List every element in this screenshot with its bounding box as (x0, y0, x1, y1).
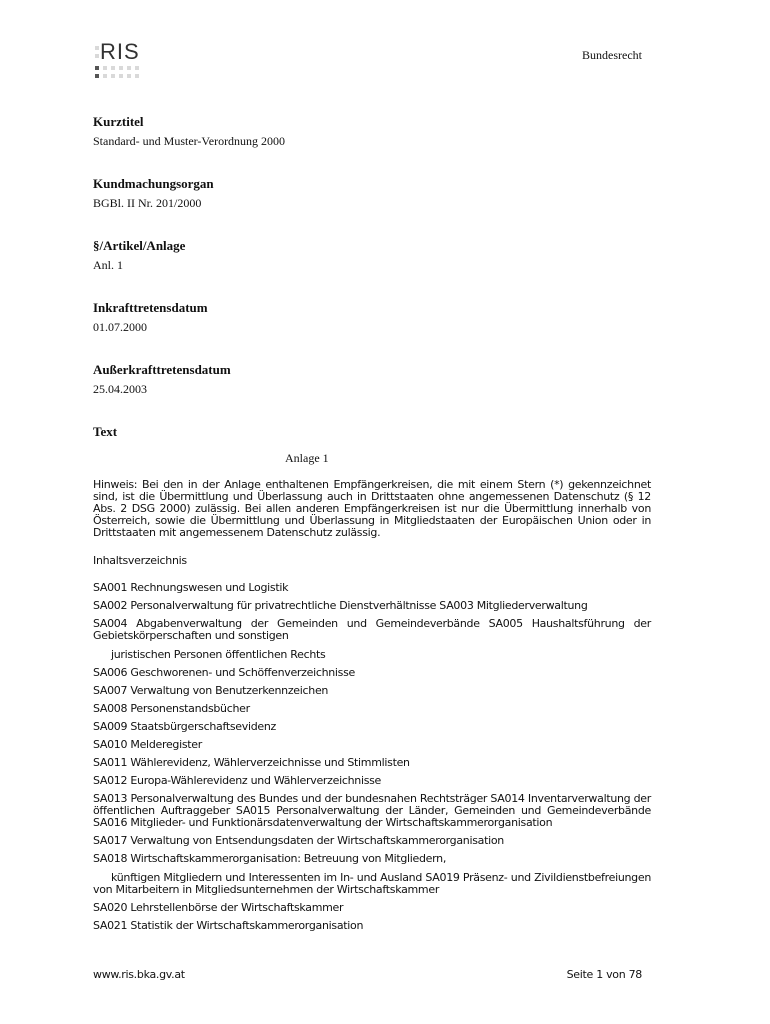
toc-item: SA004 Abgabenverwaltung der Gemeinden und Gemeindeverbände SA005 Haushaltsführung der Gebietskörperschaften und sonstigen juristischen Personen öffentlichen Rechts (93, 617, 651, 661)
toc-item: SA006 Geschworenen- und Schöffenverzeichnisse (93, 666, 356, 679)
section-ausserkrafttretensdatum (93, 362, 651, 396)
section-artikel (93, 238, 651, 272)
logo-dot (95, 74, 99, 78)
logo-dot (95, 54, 99, 58)
logo-dot (103, 74, 107, 78)
toc-item: SA007 Verwaltung von Benutzerkennzeichen (93, 684, 329, 697)
toc-item: SA012 Europa-Wählerevidenz und Wählerverzeichnisse (93, 774, 382, 787)
toc-item: SA002 Personalverwaltung für privatrechtliche Dienstverhältnisse SA003 Mitgliederverwaltung (93, 599, 588, 612)
logo-dot (135, 66, 139, 70)
toc-item: SA008 Personenstandsbücher (93, 702, 250, 715)
ris-logo (93, 39, 145, 82)
section-value: 25.04.2003 (93, 382, 147, 396)
page-number: Seite 1 von 78 (566, 968, 642, 981)
section-value: BGBl. II Nr. 201/2000 (93, 196, 202, 210)
table-of-contents (93, 582, 651, 932)
section-text (93, 424, 651, 932)
section-value: Anl. 1 (93, 258, 123, 272)
text-title: Text (93, 424, 118, 439)
logo-dot (127, 74, 131, 78)
logo-dot (95, 66, 99, 70)
section-title: §/Artikel/Anlage (93, 238, 186, 253)
section-value: Standard- und Muster-Verordnung 2000 (93, 134, 286, 148)
toc-item: SA020 Lehrstellenbörse der Wirtschaftskammer (93, 901, 344, 914)
logo-dot (111, 66, 115, 70)
section-title: Kurztitel (93, 114, 144, 129)
section-kundmachungsorgan (93, 176, 651, 210)
logo-dot (135, 74, 139, 78)
toc-item: SA009 Staatsbürgerschaftsevidenz (93, 720, 277, 733)
logo-dot (103, 66, 107, 70)
toc-item: SA010 Melderegister (93, 738, 202, 751)
header-label: Bundesrecht (582, 48, 642, 62)
hinweis-paragraph: Hinweis: Bei den in der Anlage enthaltenen Empfängerkreisen, die mit einem Stern (*) gekennzeichnet sind, ist die Übermittlung und Überlassung auch in Drittstaaten ohne angemessenen Datenschutz (§ 12 Abs. 2 DSG 2000) zulässig. Bei allen anderen Empfängerkreisen ist nur die Übermittlung innerhalb von Österreich, sowie die Übermittlung und Überlassung in Mitgliedstaaten der Europäischen Union oder in Drittstaaten mit angemessenem Datenschutz zulässig. (93, 478, 651, 539)
section-value: 01.07.2000 (93, 320, 147, 334)
logo-text: RIS (100, 39, 140, 64)
document-body (93, 114, 651, 938)
section-title: Kundmachungsorgan (93, 176, 214, 191)
inhaltsverzeichnis-heading: Inhaltsverzeichnis (93, 554, 187, 567)
toc-item: SA001 Rechnungswesen und Logistik (93, 581, 289, 594)
logo-dot (111, 74, 115, 78)
footer-url[interactable]: www.ris.bka.gv.at (93, 968, 185, 981)
logo-dot (119, 74, 123, 78)
logo-dot (119, 66, 123, 70)
section-kurztitel (93, 114, 651, 148)
toc-item: SA013 Personalverwaltung des Bundes und der bundesnahen Rechtsträger SA014 Inventarverwaltung der öffentlichen Auftraggeber SA015 Personalverwaltung der Länder, Gemeinden und Gemeindeverbände SA016 Mitglieder- und Funktionärsdatenverwaltung der Wirtschaftskammerorganisation (93, 792, 651, 829)
toc-item: SA021 Statistik der Wirtschaftskammerorganisation (93, 919, 364, 932)
toc-item: SA011 Wählerevidenz, Wählerverzeichnisse und Stimmlisten (93, 756, 410, 769)
section-title: Außerkrafttretensdatum (93, 362, 231, 377)
anlage-heading: Anlage 1 (285, 451, 329, 465)
section-inkrafttretensdatum (93, 300, 651, 334)
logo-dot (95, 46, 99, 50)
toc-item: SA018 Wirtschaftskammerorganisation: Betreuung von Mitgliedern, künftigen Mitgliedern und Interessenten im In- und Ausland SA019 Präsenz- und Zivildienstbefreiungen von Mitarbeitern in Mitgliedsunternehmen der Wirtschaftskammer (93, 852, 651, 896)
section-title: Inkrafttretensdatum (93, 300, 208, 315)
logo-dot (127, 66, 131, 70)
toc-item: SA017 Verwaltung von Entsendungsdaten der Wirtschaftskammerorganisation (93, 834, 504, 847)
